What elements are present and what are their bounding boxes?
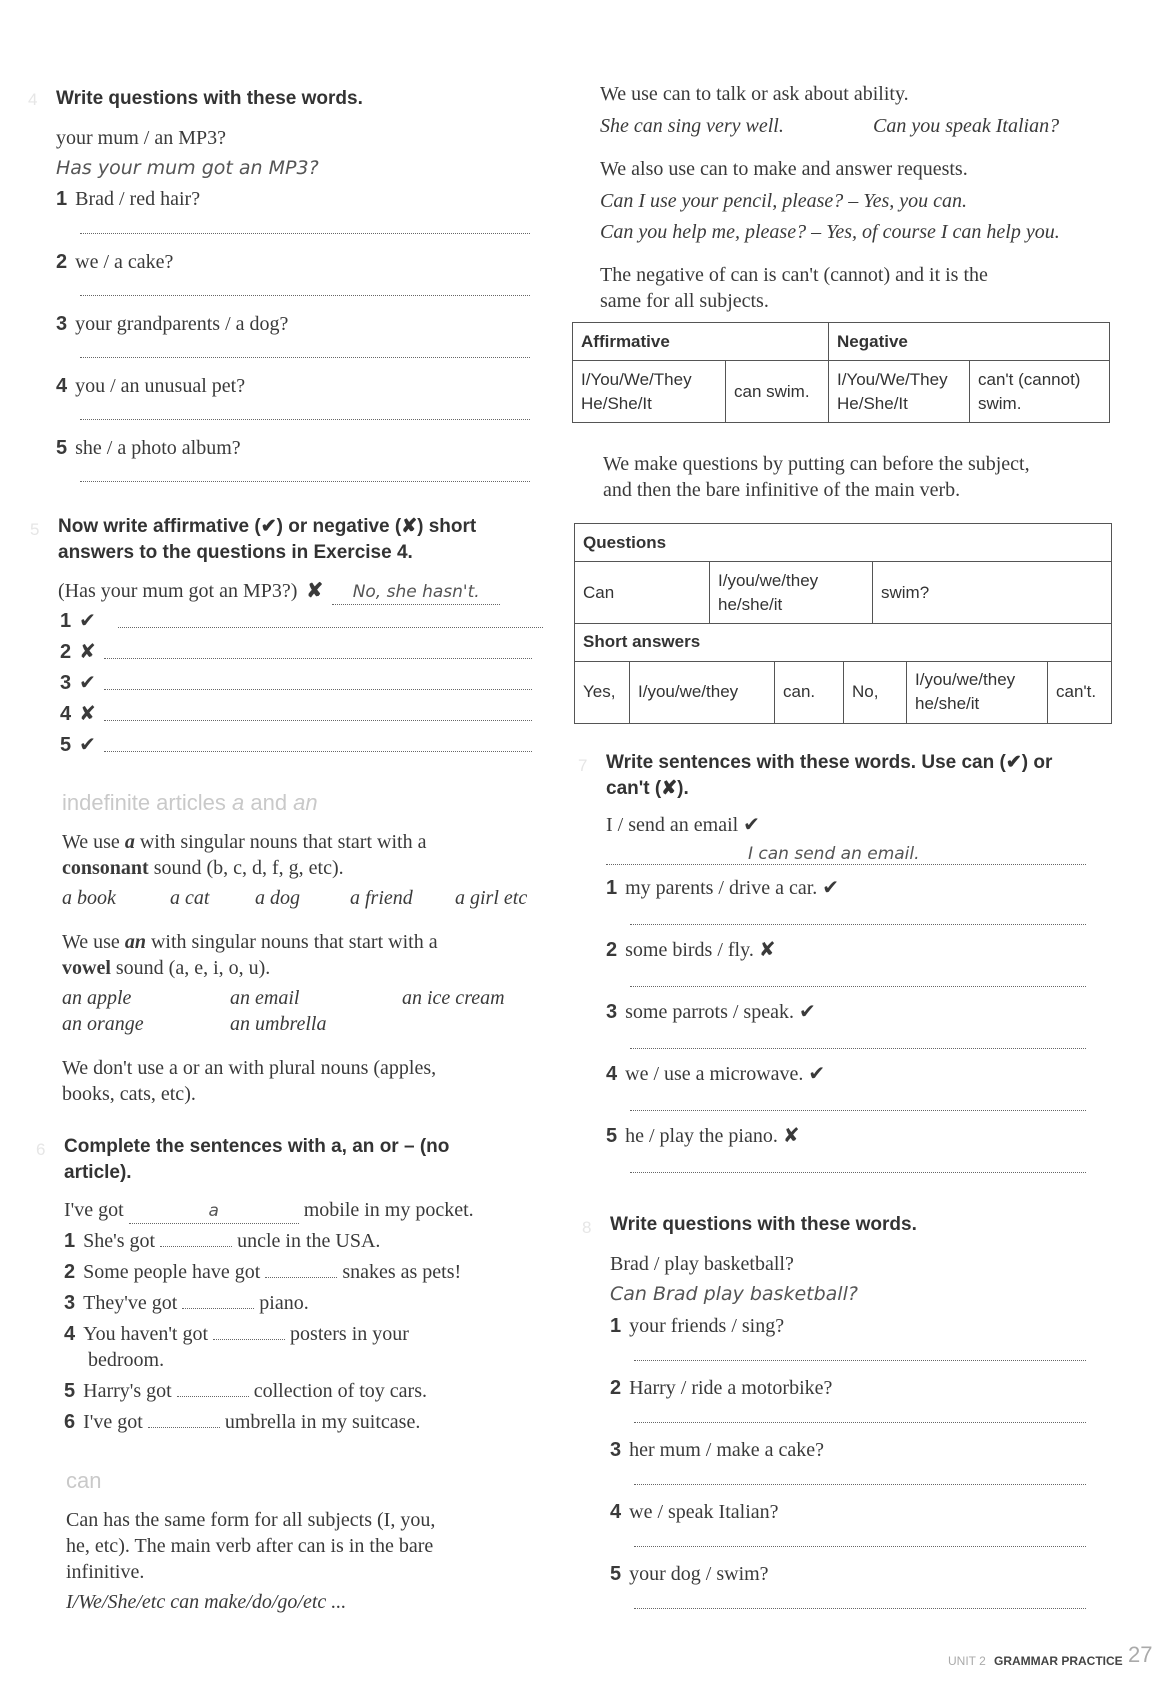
table-cell: can. xyxy=(775,661,844,723)
articles-example: a friend xyxy=(350,887,413,909)
exercise-8-heading: Write questions with these words. xyxy=(610,1214,917,1235)
exercise-4-heading: Write questions with these words. xyxy=(56,88,363,109)
articles-paragraph-2: We use an with singular nouns that start with a xyxy=(62,931,438,953)
answer-gap[interactable] xyxy=(265,1277,337,1278)
exercise-8-item: 3 her mum / make a cake? xyxy=(610,1439,825,1461)
exercise-6-item: 3 They've got piano. xyxy=(64,1292,309,1314)
exercise-4-number: 4 xyxy=(28,90,38,109)
exercise-4-item: 2 we / a cake? xyxy=(56,251,174,273)
table-cell: I/you/we/they he/she/it xyxy=(710,562,873,624)
answer-line[interactable] xyxy=(630,1110,1086,1111)
articles-example: an ice cream xyxy=(402,987,505,1009)
answer-gap[interactable] xyxy=(160,1246,232,1247)
can-ability-example-2: Can you speak Italian? xyxy=(873,115,1060,137)
can-ability-text: We use can to talk or ask about ability. xyxy=(600,83,909,105)
answer-line[interactable] xyxy=(630,924,1086,925)
questions-note-2: and then the bare infinitive of the main verb. xyxy=(603,479,961,501)
answer-line[interactable] xyxy=(630,986,1086,987)
exercise-7-example-prompt: I / send an email ✔ xyxy=(606,814,760,836)
footer-section: GRAMMAR PRACTICE xyxy=(994,1654,1123,1668)
articles-example: a dog xyxy=(255,887,300,909)
exercise-5-heading-line2: answers to the questions in Exercise 4. xyxy=(58,542,413,563)
answer-gap[interactable] xyxy=(182,1308,254,1309)
exercise-7-item: 3 some parrots / speak. ✔ xyxy=(606,1001,816,1023)
section-title-can: can xyxy=(66,1468,102,1493)
exercise-5-heading-line1: Now write affirmative (✔) or negative (✘) short xyxy=(58,516,477,537)
answer-line[interactable] xyxy=(80,357,530,358)
answer-line[interactable] xyxy=(80,233,530,234)
exercise-7-item: 4 we / use a microwave. ✔ xyxy=(606,1063,826,1085)
articles-example: an orange xyxy=(62,1013,144,1035)
table-cell: I/you/we/they he/she/it xyxy=(907,661,1048,723)
exercise-8-item: 2 Harry / ride a motorbike? xyxy=(610,1377,833,1399)
exercise-6-item-4-continued: bedroom. xyxy=(88,1349,165,1371)
table-header-questions: Questions xyxy=(575,524,1112,562)
exercise-6-item: 1 She's got uncle in the USA. xyxy=(64,1230,381,1252)
answer-line[interactable] xyxy=(104,720,532,721)
exercise-4-item: 1 Brad / red hair? xyxy=(56,188,201,210)
exercise-4-example-answer: Has your mum got an MP3? xyxy=(56,157,319,179)
can-paragraph: infinitive. xyxy=(66,1561,145,1583)
table-cell: I/You/We/They He/She/It xyxy=(829,361,970,423)
answer-line[interactable] xyxy=(630,1172,1086,1173)
can-request-example-1: Can I use your pencil, please? – Yes, you can. xyxy=(600,190,967,212)
articles-example: a book xyxy=(62,887,116,909)
articles-paragraph-2b: vowel sound (a, e, i, o, u). xyxy=(62,957,271,979)
answer-line[interactable] xyxy=(80,419,530,420)
exercise-5-item: 3 ✔ xyxy=(60,672,96,694)
exercise-6-item: 6 I've got umbrella in my suitcase. xyxy=(64,1411,421,1433)
answer-line[interactable] xyxy=(634,1360,1086,1361)
exercise-8-item: 4 we / speak Italian? xyxy=(610,1501,779,1523)
exercise-6-heading-line1: Complete the sentences with a, an or – (no xyxy=(64,1136,450,1157)
exercise-5-item: 5 ✔ xyxy=(60,734,96,756)
answer-line[interactable] xyxy=(634,1484,1086,1485)
table-cell: No, xyxy=(844,661,907,723)
exercise-8-number: 8 xyxy=(582,1218,592,1237)
articles-example: an email xyxy=(230,987,300,1009)
articles-example: a cat xyxy=(170,887,210,909)
answer-line[interactable] xyxy=(118,627,543,628)
answer-line[interactable] xyxy=(80,295,530,296)
exercise-6-item: 5 Harry's got collection of toy cars. xyxy=(64,1380,427,1402)
table-cell: Can xyxy=(575,562,710,624)
exercise-6-heading-line2: article). xyxy=(64,1162,132,1183)
can-negative-text-2: same for all subjects. xyxy=(600,290,769,312)
exercise-4-item: 3 your grandparents / a dog? xyxy=(56,313,289,335)
exercise-8-item: 1 your friends / sing? xyxy=(610,1315,785,1337)
exercise-4-item: 4 you / an unusual pet? xyxy=(56,375,246,397)
articles-paragraph-3: We don't use a or an with plural nouns (apples, xyxy=(62,1057,437,1079)
affirmative-negative-table xyxy=(572,322,1110,423)
answer-line[interactable] xyxy=(634,1422,1086,1423)
exercise-8-example-answer: Can Brad play basketball? xyxy=(610,1283,858,1305)
exercise-7-item: 5 he / play the piano. ✘ xyxy=(606,1125,800,1147)
page-number: 27 xyxy=(1128,1642,1153,1667)
can-request-text: We also use can to make and answer requests. xyxy=(600,158,968,180)
exercise-5-number: 5 xyxy=(30,520,40,539)
articles-paragraph-1b: consonant sound (b, c, d, f, g, etc). xyxy=(62,857,344,879)
can-request-example-2: Can you help me, please? – Yes, of course I can help you. xyxy=(600,221,1060,243)
table-header-affirmative: Affirmative xyxy=(573,323,829,361)
exercise-7-item: 2 some birds / fly. ✘ xyxy=(606,939,776,961)
table-cell: can swim. xyxy=(726,361,829,423)
answer-gap[interactable] xyxy=(148,1427,220,1428)
answer-gap[interactable] xyxy=(213,1339,285,1340)
short-answers-table xyxy=(574,623,1112,724)
table-cell: I/You/We/They He/She/It xyxy=(573,361,726,423)
exercise-8-item: 5 your dog / swim? xyxy=(610,1563,769,1585)
answer-line[interactable] xyxy=(104,658,532,659)
exercise-6-number: 6 xyxy=(36,1140,46,1159)
exercise-7-number: 7 xyxy=(578,756,588,775)
answer-line[interactable] xyxy=(634,1546,1086,1547)
exercise-8-example-prompt: Brad / play basketball? xyxy=(610,1253,794,1275)
exercise-6-item: 4 You haven't got posters in your xyxy=(64,1323,409,1345)
articles-paragraph-3b: books, cats, etc). xyxy=(62,1083,196,1105)
can-paragraph: Can has the same form for all subjects (I, you, xyxy=(66,1509,436,1531)
table-cell: can't. xyxy=(1048,661,1112,723)
table-header-negative: Negative xyxy=(829,323,1110,361)
table-cell: swim? xyxy=(873,562,1112,624)
can-negative-text: The negative of can is can't (cannot) and it is the xyxy=(600,264,988,286)
answer-line[interactable] xyxy=(630,1048,1086,1049)
can-pattern: I/We/She/etc can make/do/go/etc ... xyxy=(66,1591,347,1613)
can-ability-example-1: She can sing very well. xyxy=(600,115,784,137)
answer-line[interactable] xyxy=(80,481,530,482)
table-header-short-answers: Short answers xyxy=(575,623,1112,661)
answer-line[interactable] xyxy=(634,1608,1086,1609)
exercise-5-item: 1 ✔ xyxy=(60,610,96,632)
section-title-articles: indefinite articles a and an xyxy=(62,790,318,815)
exercise-7-item: 1 my parents / drive a car. ✔ xyxy=(606,877,840,899)
exercise-5-example: (Has your mum got an MP3?) ✘ No, she hasn't. xyxy=(58,579,500,605)
questions-table xyxy=(574,523,1112,624)
questions-note: We make questions by putting can before the subject, xyxy=(603,453,1030,475)
answer-line[interactable] xyxy=(104,751,532,752)
exercise-6-example: I've got a mobile in my pocket. xyxy=(64,1198,474,1224)
table-cell: Yes, xyxy=(575,661,630,723)
exercise-5-item: 4 ✘ xyxy=(60,703,96,725)
table-cell: can't (cannot) swim. xyxy=(970,361,1110,423)
exercise-6-item: 2 Some people have got snakes as pets! xyxy=(64,1261,462,1283)
articles-example: an umbrella xyxy=(230,1013,327,1035)
exercise-7-example-answer: I can send an email. xyxy=(748,844,920,864)
articles-paragraph-1: We use a with singular nouns that start with a xyxy=(62,831,427,853)
exercise-5-item: 2 ✘ xyxy=(60,641,96,663)
exercise-4-example-prompt: your mum / an MP3? xyxy=(56,127,226,149)
articles-example: a girl etc xyxy=(455,887,528,909)
answer-gap[interactable] xyxy=(177,1396,249,1397)
articles-example: an apple xyxy=(62,987,132,1009)
answer-line[interactable] xyxy=(104,689,532,690)
exercise-7-heading-line1: Write sentences with these words. Use can (✔) or xyxy=(606,752,1053,773)
can-paragraph: he, etc). The main verb after can is in the bare xyxy=(66,1535,434,1557)
exercise-7-heading-line2: can't (✘). xyxy=(606,778,689,799)
table-cell: I/you/we/they xyxy=(630,661,775,723)
exercise-4-item: 5 she / a photo album? xyxy=(56,437,241,459)
footer-unit: UNIT 2 xyxy=(948,1654,986,1668)
